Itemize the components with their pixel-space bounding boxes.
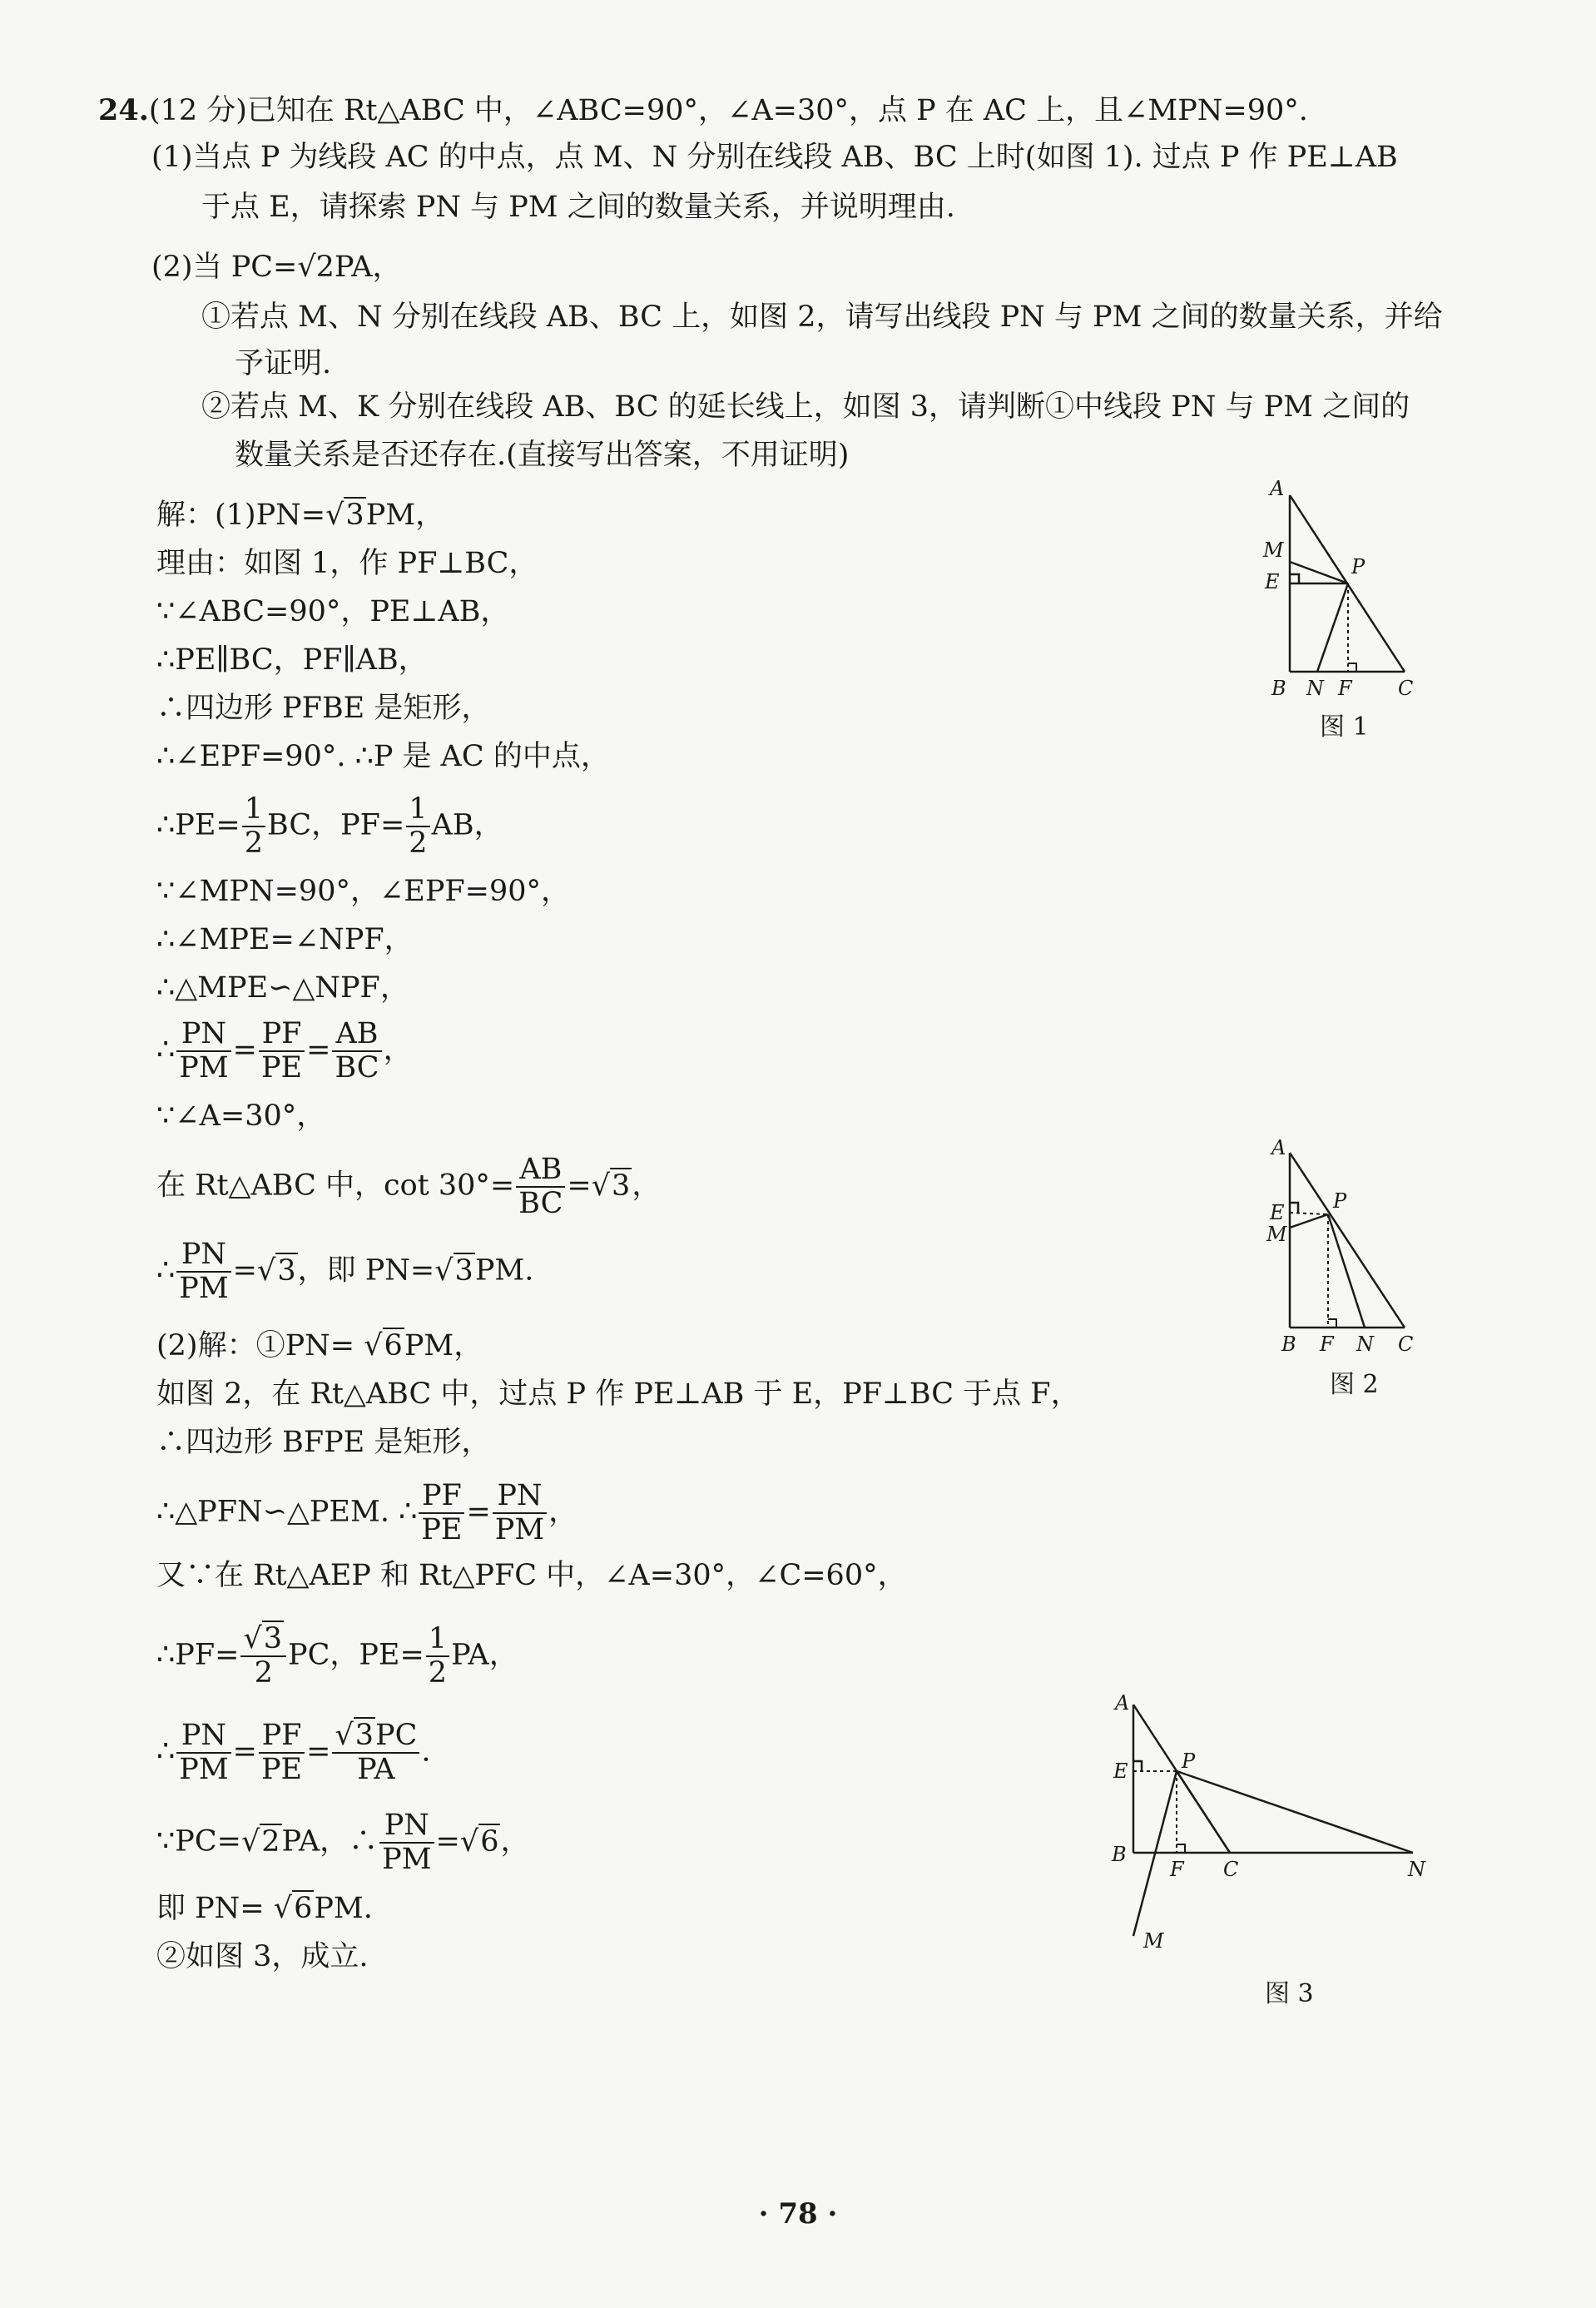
solution-line: ∴ $\frac{PN}{PM}$ =√3，即 PN=√3PM.: [156, 1238, 534, 1305]
fig1-label-p: P: [1351, 555, 1366, 578]
fig3-label-b: B: [1112, 1843, 1127, 1866]
solution-line: ∴∠MPE=∠NPF，: [156, 923, 414, 956]
fraction: $\frac{PF}{PE}$: [259, 1721, 305, 1784]
figure-3: [1097, 1690, 1446, 1964]
solution-line: ∵∠ABC=90°，PE⊥AB，: [156, 595, 510, 628]
sqrt-symbol: √6: [459, 1824, 499, 1859]
fraction: $\frac{√3}{2}$: [240, 1625, 286, 1688]
figure-2: [1240, 1136, 1440, 1361]
fig1-label-m: M: [1263, 539, 1284, 562]
fig2-label-a: A: [1271, 1136, 1286, 1159]
problem-stem-text: 已知在 Rt△ABC 中，∠ABC=90°，∠A=30°，点 P 在 AC 上，且∠MPN=90°.: [246, 94, 1308, 127]
part2-head: (2)当 PC=√2PA，: [151, 251, 402, 284]
solution-line: ∴四边形 BFPE 是矩形，: [156, 1426, 491, 1459]
figure-2-caption: 图 2: [1330, 1370, 1379, 1399]
solution-line: ∴PE= $\frac{1}{2}$ BC，PF= $\frac{1}{2}$ AB，: [156, 792, 503, 860]
solution-line: 又∵在 Rt△AEP 和 Rt△PFC 中，∠A=30°，∠C=60°，: [156, 1559, 907, 1592]
solution-line: ∴ $\frac{PN}{PM}$ = $\frac{PF}{PE}$ = $\frac{√3PC}{PA}$ .: [156, 1719, 431, 1786]
fraction: $\frac{PN}{PM}$: [493, 1482, 547, 1545]
part2-2-line1: ②若点 M、K 分别在线段 AB、BC 的延长线上，如图 3，请判断①中线段 PN 与 PM 之间的: [201, 390, 1410, 424]
fraction: $\frac{√3PC}{PA}$: [332, 1721, 419, 1784]
solution-line: ∵∠MPN=90°，∠EPF=90°，: [156, 875, 571, 908]
fraction: $\frac{1}{2}$: [406, 795, 429, 858]
fraction: $\frac{PN}{PM}$: [176, 1240, 230, 1303]
sqrt-symbol: √6: [273, 1892, 313, 1925]
solution-line: 理由：如图 1，作 PF⊥BC，: [156, 547, 538, 580]
fig2-label-m: M: [1266, 1223, 1287, 1246]
fraction: $\frac{PN}{PM}$: [379, 1811, 434, 1874]
solution-line: ∴△MPE∽△NPF，: [156, 971, 409, 1005]
fig3-label-n: N: [1408, 1858, 1425, 1881]
solution-line: ∴PE∥BC，PF∥AB，: [156, 643, 428, 677]
solution-line: ∴△PFN∽△PEM. ∴ $\frac{PF}{PE}$ = $\frac{PN}{PM}$ ，: [156, 1479, 578, 1546]
fig1-label-n: N: [1306, 677, 1324, 700]
fig3-label-e: E: [1113, 1760, 1128, 1783]
sqrt-symbol: √3: [257, 1253, 296, 1288]
fraction: $\frac{PN}{PM}$: [176, 1020, 230, 1083]
fig3-label-p: P: [1182, 1750, 1196, 1773]
fig1-label-c: C: [1398, 677, 1414, 700]
solution-line: ∵∠A=30°，: [156, 1099, 326, 1133]
fig3-label-a: A: [1115, 1691, 1130, 1715]
figure-3-caption: 图 3: [1265, 1979, 1314, 2008]
part2-1-line1: ①若点 M、N 分别在线段 AB、BC 上，如图 2，请写出线段 PN 与 PM 之间的数量关系，并给: [201, 300, 1443, 334]
fraction: $\frac{PN}{PM}$: [176, 1721, 230, 1784]
fraction: $\frac{AB}{BC}$: [332, 1020, 381, 1083]
solution-line: ②如图 3，成立.: [156, 1940, 369, 1973]
fig1-label-f: F: [1338, 677, 1352, 700]
fig1-label-e: E: [1265, 570, 1280, 593]
solution-line: 如图 2，在 Rt△ABC 中，过点 P 作 PE⊥AB 于 E，PF⊥BC 于点 F，: [156, 1377, 1080, 1411]
problem-stem: [98, 87, 1546, 135]
fraction: $\frac{PF}{PE}$: [419, 1482, 464, 1545]
fig3-label-f: F: [1170, 1858, 1184, 1881]
solution-line: ∴ $\frac{PN}{PM}$ = $\frac{PF}{PE}$ = $\frac{AB}{BC}$ ，: [156, 1017, 413, 1085]
figure-1-caption: 图 1: [1320, 712, 1369, 742]
part2-1-line2: 予证明.: [235, 347, 332, 380]
fraction: $\frac{1}{2}$: [242, 795, 265, 858]
fig2-label-e: E: [1270, 1201, 1285, 1224]
solution-line: ∴PF= $\frac{√3}{2}$ PC，PE= $\frac{1}{2}$ PA，: [156, 1622, 518, 1690]
solution-line: ∵PC=√2PA，∴ $\frac{PN}{PM}$ =√6，: [156, 1809, 530, 1876]
sqrt-symbol: √2: [240, 1824, 280, 1859]
fig2-label-b: B: [1281, 1333, 1296, 1356]
fig3-label-m: M: [1143, 1929, 1164, 1953]
solution-line: 在 Rt△ABC 中，cot 30°= $\frac{AB}{BC}$ =√3，: [156, 1153, 662, 1220]
solution-text: PM，: [365, 499, 445, 532]
fraction: $\frac{PF}{PE}$: [259, 1020, 305, 1083]
solution-line: ∴∠EPF=90°. ∴P 是 AC 的中点，: [156, 740, 610, 773]
figure-1: [1240, 479, 1440, 707]
fig2-label-n: N: [1356, 1333, 1374, 1356]
sqrt-symbol: √6: [364, 1329, 403, 1362]
part2-2-line2: 数量关系是否还存在.(直接写出答案，不用证明): [235, 439, 850, 472]
sqrt-symbol: √3: [434, 1253, 473, 1288]
part1-line2: 于点 E，请探索 PN 与 PM 之间的数量关系，并说明理由.: [201, 191, 955, 224]
fig1-label-a: A: [1270, 479, 1285, 500]
fig2-label-f: F: [1320, 1333, 1334, 1356]
sqrt-symbol: √3: [591, 1169, 631, 1203]
solution-line: 即 PN= √6PM.: [156, 1884, 373, 1933]
sqrt-symbol: √3: [325, 499, 364, 532]
fraction: $\frac{1}{2}$: [426, 1625, 449, 1688]
fig1-label-b: B: [1271, 677, 1286, 700]
solution-line: [156, 491, 444, 539]
fraction: $\frac{AB}{BC}$: [516, 1155, 565, 1219]
part1-line1: (1)当点 P 为线段 AC 的中点，点 M、N 分别在线段 AB、BC 上时(如图 1). 过点 P 作 PE⊥AB: [151, 141, 1398, 174]
fig2-label-c: C: [1398, 1333, 1414, 1356]
solution-line: (2)解：①PN= √6PM，: [156, 1322, 483, 1370]
fig2-label-p: P: [1333, 1189, 1347, 1213]
solution-text: 解：(1)PN=: [156, 499, 326, 532]
problem-points: (12 分): [148, 94, 247, 127]
page-number: · 78 ·: [758, 2197, 838, 2231]
solution-line: ∴四边形 PFBE 是矩形，: [156, 692, 491, 725]
fig3-label-c: C: [1223, 1858, 1239, 1881]
problem-number: 24.: [98, 93, 149, 127]
